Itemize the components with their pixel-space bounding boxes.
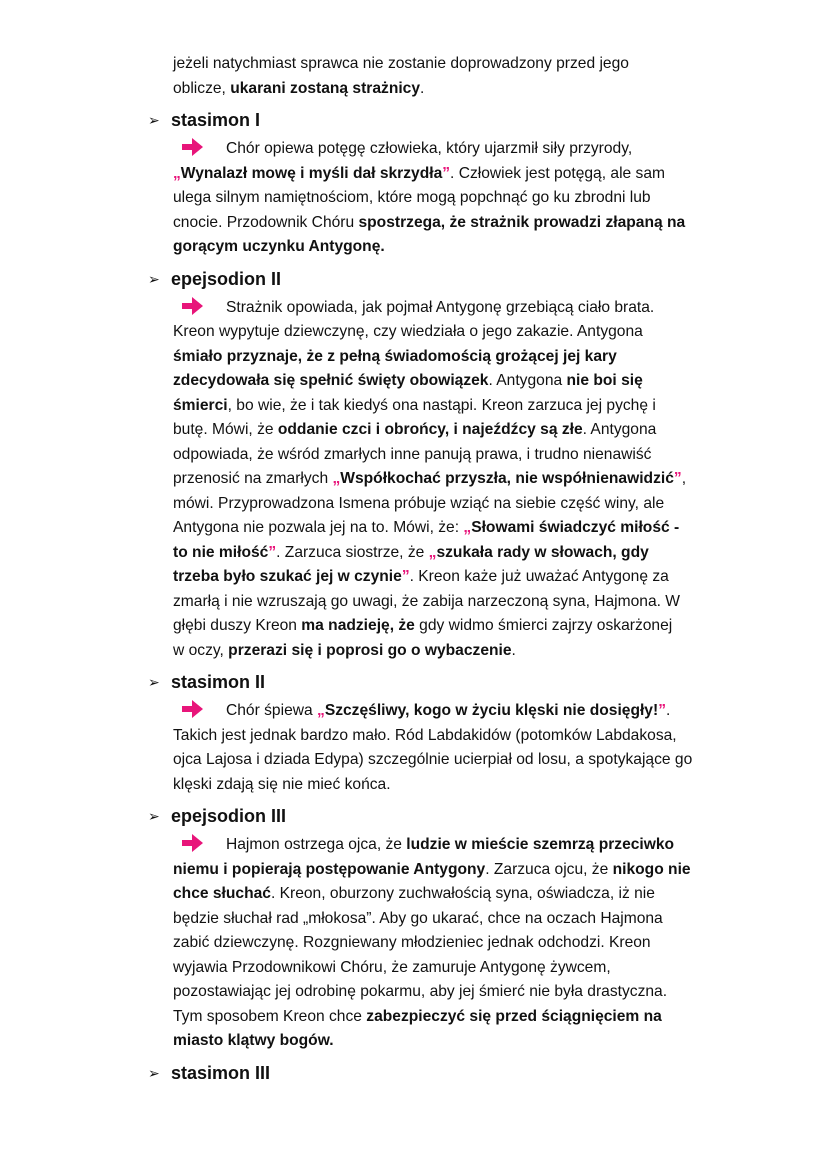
text-line	[0, 590, 828, 615]
section-title: stasimon III	[171, 1062, 271, 1083]
pink-arrow-right-icon	[178, 135, 206, 159]
bold-text: nie boi się	[566, 372, 643, 389]
text-run: Chór śpiewa	[226, 702, 318, 719]
section-title: epejsodion II	[171, 268, 282, 289]
text-line	[0, 1029, 828, 1054]
chevron-right-icon: ➢	[148, 270, 160, 287]
bold-text: zdecydowała się spełnić święty obowiązek	[173, 372, 489, 389]
text-line	[0, 882, 828, 907]
section-paragraph	[0, 137, 828, 260]
text-run: będzie słuchał rad „młokosa”. Aby go ukarać, chce na oczach Hajmona	[173, 909, 663, 927]
text-run: . Antygona	[488, 372, 567, 389]
bold-text: szukała rady w słowach, gdy	[436, 543, 649, 561]
text-line	[0, 724, 828, 749]
text-line	[0, 748, 828, 773]
text-run: gdy widmo śmierci zajrzy oskarżonej	[414, 617, 673, 634]
quote-mark: ”	[658, 702, 666, 719]
text-line	[0, 931, 828, 956]
text-line	[0, 137, 828, 162]
text-run: . Antygona	[582, 421, 657, 438]
section-title: epejsodion III	[171, 806, 287, 826]
bold-text: trzeba było szukać jej w czynie	[173, 568, 402, 585]
text-run: .	[511, 641, 516, 659]
text-run: . Zarzuca ojcu, że	[485, 860, 613, 878]
text-line	[0, 699, 828, 724]
text-run: jeżeli natychmiast sprawca nie zostanie doprowadzony przed jego	[173, 55, 629, 72]
intro-paragraph	[0, 52, 828, 101]
chevron-right-icon: ➢	[148, 112, 160, 128]
text-line	[0, 565, 828, 590]
text-line	[0, 614, 828, 639]
quote-mark: „	[463, 519, 472, 536]
pink-arrow-right-icon	[178, 294, 206, 318]
text-line	[0, 907, 828, 932]
section	[0, 1056, 828, 1090]
document-page	[0, 52, 828, 1090]
text-line	[0, 443, 828, 468]
bold-text: oddanie czci i obrońcy, i najeźdźcy są złe	[277, 421, 583, 438]
bold-text: niemu i popierają postępowanie Antygony	[173, 860, 486, 878]
bold-text: Słowami świadczyć miłość -	[471, 519, 680, 536]
quote-mark: „	[173, 164, 181, 182]
bold-text: ukarani zostaną strażnicy	[230, 79, 421, 97]
text-run: ulega silnym namiętnościom, które mogą popchnąć go ku zbrodni lub	[173, 189, 651, 206]
text-run: pozostawiając jej odrobinę pokarmu, aby jej śmierć nie była drastyczna.	[173, 983, 668, 1000]
bold-text: miasto klątwy bogów.	[173, 1032, 334, 1049]
text-run: zmarłą i nie wzruszają go uwagi, że zabija narzeczoną syna, Hajmona. W	[173, 592, 681, 610]
text-line	[0, 77, 828, 102]
text-line	[0, 418, 828, 443]
bold-text: nikogo nie	[612, 860, 691, 878]
text-line	[0, 211, 828, 236]
bold-text: zabezpieczyć się przed ściągnięciem na	[366, 1007, 662, 1025]
text-run: Takich jest jednak bardzo mało. Ród Labdakidów (potomków Labdakosa,	[173, 726, 677, 744]
text-run: . Kreon każe już uważać Antygonę za	[409, 568, 669, 585]
quote-mark: ”	[442, 164, 451, 182]
text-run: .	[420, 79, 425, 97]
text-line	[0, 516, 828, 541]
text-line	[0, 235, 828, 260]
section-heading	[0, 799, 828, 833]
bold-text: śmierci	[173, 396, 228, 414]
quote-mark: ”	[673, 470, 682, 487]
bold-text: Szczęśliwy, kogo w życiu klęski nie dosięgły!	[324, 702, 659, 719]
text-line	[0, 858, 828, 883]
bold-text: przerazi się i poprosi go o wybaczenie	[228, 641, 512, 659]
quote-mark: ”	[268, 543, 277, 561]
text-run: Hajmon ostrzega ojca, że	[226, 836, 407, 853]
text-run: w oczy,	[173, 641, 229, 659]
quote-mark: „	[317, 702, 325, 719]
text-run: ,	[681, 470, 687, 487]
section	[0, 665, 828, 797]
text-run: .	[665, 702, 671, 719]
text-run: . Zarzuca siostrze, że	[276, 543, 429, 561]
text-line	[0, 369, 828, 394]
section-paragraph	[0, 833, 828, 1054]
text-line	[0, 467, 828, 492]
section-heading	[0, 262, 828, 296]
text-run: głębi duszy Kreon	[173, 617, 302, 634]
text-run: Antygona nie pozwala jej na to. Mówi, że:	[173, 519, 464, 536]
text-run: klęski zdają się nie mieć końca.	[173, 775, 391, 793]
bold-text: gorącym uczynku Antygonę.	[173, 238, 385, 255]
section	[0, 262, 828, 664]
text-run: ojca Lajosa i dziada Edypa) szczególnie ucierpiał od losu, a spotykające go	[173, 751, 693, 768]
pink-arrow-right-icon	[178, 831, 206, 855]
bold-text: to nie miłość	[173, 543, 269, 561]
text-run: mówi. Przyprowadzona Ismena próbuje wziąć na siebie część winy, ale	[173, 494, 665, 512]
text-line	[0, 492, 828, 517]
section-title: stasimon II	[171, 672, 266, 692]
section-heading	[0, 665, 828, 699]
text-run: Chór opiewa potęgę człowieka, który ujarzmił siły przyrody,	[226, 140, 633, 157]
text-run: przenosić na zmarłych	[173, 470, 333, 487]
section-heading	[0, 1056, 828, 1090]
bold-text: śmiało przyznaje, że z pełną świadomością grożącej jej kary	[173, 347, 617, 365]
text-line	[0, 1005, 828, 1030]
text-line	[0, 773, 828, 798]
text-line	[0, 541, 828, 566]
text-line	[0, 980, 828, 1005]
text-run: odpowiada, że wśród zmarłych inne panują prawa, i trudno nienawiść	[173, 445, 652, 463]
section	[0, 103, 828, 260]
text-line	[0, 162, 828, 187]
chevron-right-icon: ➢	[148, 1064, 160, 1081]
text-line	[0, 833, 828, 858]
bold-text: chce słuchać	[173, 885, 271, 902]
quote-mark: „	[428, 543, 437, 561]
bold-text: ludzie w mieście szemrzą przeciwko	[406, 836, 675, 853]
bold-text: Współkochać przyszła, nie współnienawidzić	[340, 470, 674, 487]
bold-text: spostrzega, że strażnik prowadzi złapaną na	[358, 213, 686, 231]
pink-arrow-right-icon	[178, 697, 206, 721]
section-heading	[0, 103, 828, 137]
text-run: Kreon wypytuje dziewczynę, czy wiedziała o jego zakazie. Antygona	[173, 323, 643, 340]
chevron-right-icon: ➢	[148, 674, 160, 690]
text-run: , bo wie, że i tak kiedyś ona nastąpi. Kreon zarzuca jej pychę i	[227, 396, 656, 414]
section-title: stasimon I	[171, 110, 261, 130]
quote-mark: ”	[401, 568, 410, 585]
section-paragraph	[0, 296, 828, 664]
quote-mark: „	[332, 470, 341, 487]
section-paragraph	[0, 699, 828, 797]
bold-text: ma nadzieję, że	[301, 617, 415, 634]
text-run: butę. Mówi, że	[173, 421, 278, 438]
text-run: wyjawia Przodownikowi Chóru, że zamuruje Antygonę żywcem,	[173, 958, 611, 976]
text-line	[0, 956, 828, 981]
text-run: . Człowiek jest potęgą, ale sam	[450, 164, 665, 182]
text-line	[0, 345, 828, 370]
text-run: cnocie. Przodownik Chóru	[173, 213, 359, 231]
text-line	[0, 639, 828, 664]
bold-text: Wynalazł mowę i myśli dał skrzydła	[180, 164, 443, 182]
text-line	[0, 52, 828, 77]
text-line	[0, 320, 828, 345]
text-run: Tym sposobem Kreon chce	[173, 1007, 367, 1025]
text-run: oblicze,	[173, 79, 231, 97]
text-run: zabić dziewczynę. Rozgniewany młodzieniec jednak odchodzi. Kreon	[173, 934, 651, 951]
text-run: Strażnik opowiada, jak pojmał Antygonę grzebiącą ciało brata.	[226, 298, 655, 316]
text-line	[0, 394, 828, 419]
text-run: . Kreon, oburzony zuchwałością syna, oświadcza, iż nie	[270, 885, 655, 902]
text-line	[0, 186, 828, 211]
chevron-right-icon: ➢	[148, 808, 160, 824]
section	[0, 799, 828, 1054]
text-line	[0, 296, 828, 321]
